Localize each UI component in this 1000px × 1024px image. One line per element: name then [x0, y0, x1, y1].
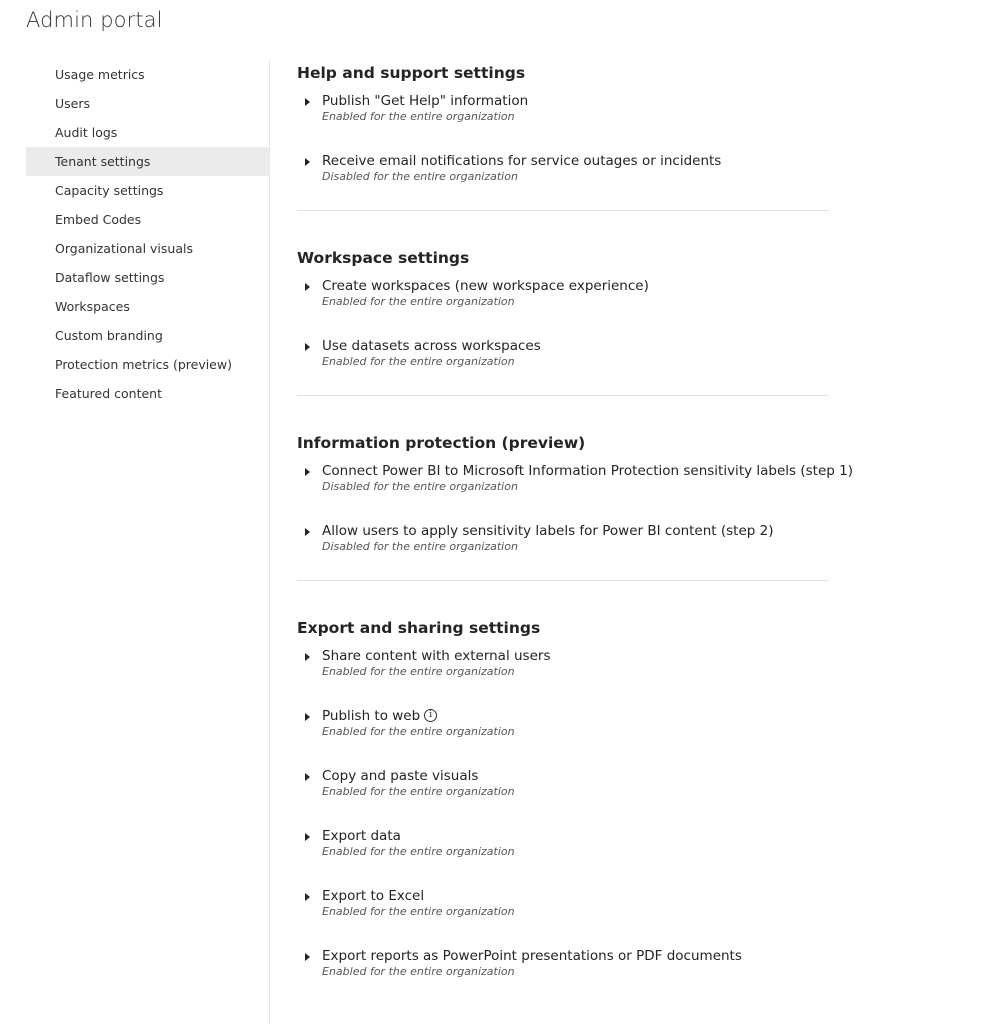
expand-caret-icon[interactable] — [305, 158, 310, 166]
setting-title[interactable]: Export data — [322, 828, 401, 844]
sidebar-item-audit-logs[interactable]: Audit logs — [55, 125, 118, 140]
section-divider — [297, 395, 829, 396]
setting-title[interactable]: Share content with external users — [322, 648, 551, 664]
expand-caret-icon[interactable] — [305, 283, 310, 291]
sidebar-item-featured-content[interactable]: Featured content — [55, 386, 163, 401]
section-export-sharing — [297, 611, 937, 1005]
setting-connect-mip-labels[interactable] — [297, 462, 937, 520]
sidebar-item-protection-metrics[interactable]: Protection metrics (preview) — [55, 357, 232, 372]
setting-apply-sensitivity-labels[interactable] — [297, 522, 937, 580]
setting-status: Enabled for the entire organization — [322, 845, 515, 858]
section-divider — [297, 210, 829, 211]
sidebar-nav — [26, 60, 270, 1024]
setting-status: Enabled for the entire organization — [322, 965, 515, 978]
setting-status: Enabled for the entire organization — [322, 905, 515, 918]
setting-export-ppt-pdf[interactable] — [297, 947, 937, 1005]
setting-title[interactable]: Receive email notifications for service outages or incidents — [322, 153, 722, 169]
sidebar-item-users[interactable]: Users — [55, 96, 91, 111]
setting-status: Enabled for the entire organization — [322, 785, 515, 798]
page-title: Admin portal — [26, 8, 163, 32]
setting-export-excel[interactable] — [297, 887, 937, 945]
sidebar-item-workspaces[interactable]: Workspaces — [55, 299, 130, 314]
sidebar-item-organizational-visuals[interactable]: Organizational visuals — [55, 241, 193, 256]
setting-title[interactable]: Copy and paste visuals — [322, 768, 479, 784]
setting-share-external[interactable] — [297, 647, 937, 705]
setting-publish-get-help[interactable] — [297, 92, 937, 150]
setting-title[interactable]: Use datasets across workspaces — [322, 338, 541, 354]
expand-caret-icon[interactable] — [305, 893, 310, 901]
setting-title[interactable]: Export to Excel — [322, 888, 425, 904]
setting-title[interactable]: Allow users to apply sensitivity labels for Power BI content (step 2) — [322, 523, 774, 539]
expand-caret-icon[interactable] — [305, 773, 310, 781]
setting-status: Enabled for the entire organization — [322, 725, 515, 738]
section-title: Export and sharing settings — [297, 619, 541, 637]
sidebar-item-usage-metrics[interactable]: Usage metrics — [55, 67, 145, 82]
expand-caret-icon[interactable] — [305, 528, 310, 536]
section-information-protection — [297, 426, 937, 581]
setting-status: Enabled for the entire organization — [322, 110, 515, 123]
expand-caret-icon[interactable] — [305, 653, 310, 661]
section-title: Workspace settings — [297, 249, 470, 267]
setting-status: Disabled for the entire organization — [322, 540, 518, 553]
setting-status: Enabled for the entire organization — [322, 355, 515, 368]
setting-status: Disabled for the entire organization — [322, 480, 518, 493]
setting-status: Disabled for the entire organization — [322, 170, 518, 183]
setting-title[interactable]: Create workspaces (new workspace experience) — [322, 278, 649, 294]
setting-title[interactable]: Export reports as PowerPoint presentations or PDF documents — [322, 948, 742, 964]
setting-title[interactable]: Connect Power BI to Microsoft Information Protection sensitivity labels (step 1) — [322, 463, 853, 479]
setting-title-row[interactable] — [322, 707, 937, 725]
sidebar-item-tenant-settings[interactable]: Tenant settings — [26, 147, 269, 176]
info-icon[interactable]: i — [424, 709, 437, 722]
sidebar-item-custom-branding[interactable]: Custom branding — [55, 328, 163, 343]
setting-export-data[interactable] — [297, 827, 937, 885]
expand-caret-icon[interactable] — [305, 713, 310, 721]
setting-status: Enabled for the entire organization — [322, 665, 515, 678]
section-help-support — [297, 56, 937, 211]
setting-email-notifications[interactable] — [297, 152, 937, 210]
expand-caret-icon[interactable] — [305, 468, 310, 476]
expand-caret-icon[interactable] — [305, 98, 310, 106]
setting-create-workspaces[interactable] — [297, 277, 937, 335]
setting-copy-paste-visuals[interactable] — [297, 767, 937, 825]
sidebar-item-embed-codes[interactable]: Embed Codes — [55, 212, 142, 227]
sidebar-item-dataflow-settings[interactable]: Dataflow settings — [55, 270, 165, 285]
setting-title[interactable]: Publish to web — [322, 708, 421, 724]
setting-status: Enabled for the entire organization — [322, 295, 515, 308]
expand-caret-icon[interactable] — [305, 343, 310, 351]
setting-title[interactable]: Publish "Get Help" information — [322, 93, 529, 109]
expand-caret-icon[interactable] — [305, 833, 310, 841]
section-divider — [297, 580, 829, 581]
setting-publish-to-web[interactable] — [297, 707, 937, 765]
section-title: Information protection (preview) — [297, 434, 586, 452]
section-workspace — [297, 241, 937, 396]
sidebar-item-capacity-settings[interactable]: Capacity settings — [55, 183, 164, 198]
section-title: Help and support settings — [297, 64, 526, 82]
setting-use-datasets[interactable] — [297, 337, 937, 395]
expand-caret-icon[interactable] — [305, 953, 310, 961]
settings-content — [297, 56, 937, 1005]
